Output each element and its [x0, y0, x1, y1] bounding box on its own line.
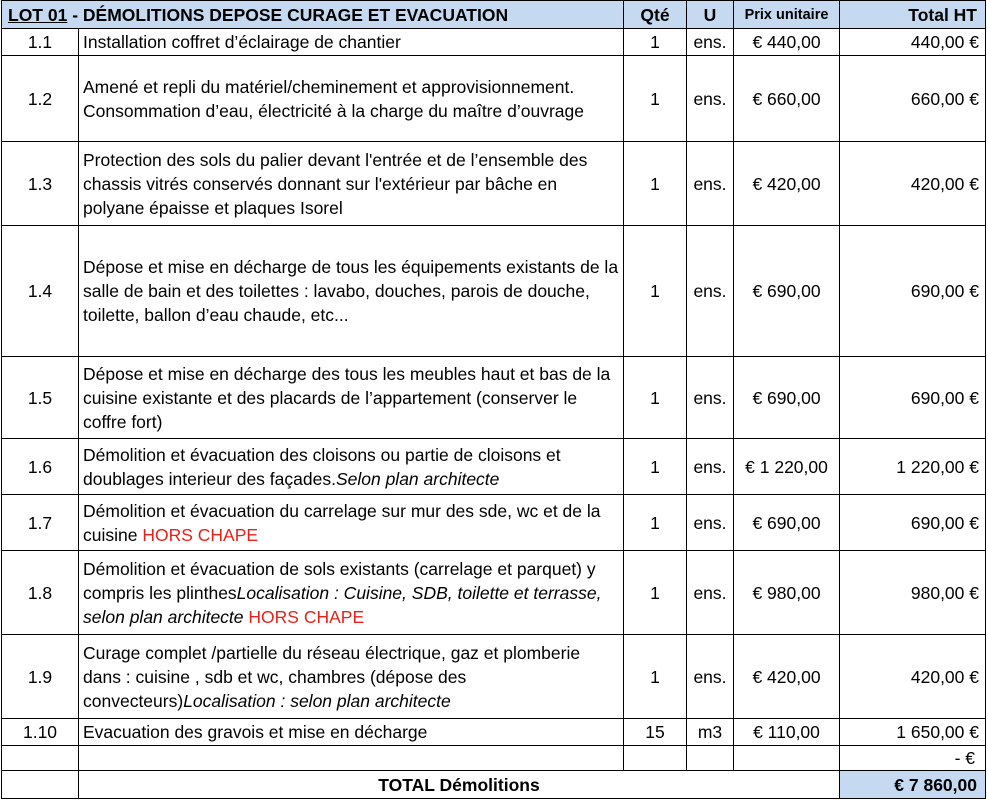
quote-table — [1, 0, 986, 799]
item-unit: ens. — [687, 551, 734, 635]
item-unit: ens. — [687, 29, 734, 56]
item-unit-price: € 110,00 — [734, 719, 840, 746]
item-description — [79, 495, 624, 551]
empty-cell — [624, 746, 687, 771]
item-qty: 1 — [624, 635, 687, 719]
empty-cell — [2, 771, 79, 799]
item-description-text: Amené et repli du matériel/cheminement et approvisionnement. Consommation d’eau, électricité à la charge du maître d’ouvrage — [83, 76, 584, 121]
item-qty: 1 — [624, 439, 687, 495]
item-total: 660,00 € — [840, 56, 986, 142]
item-total: 690,00 € — [840, 495, 986, 551]
item-description-text: Dépose et mise en décharge de tous les équipements existants de la salle de bain et des toilettes : lavabo, douches, parois de douche, toilette, ballon d’eau chaude, etc... — [83, 257, 619, 325]
empty-row — [2, 746, 986, 771]
item-number: 1.4 — [2, 226, 79, 357]
item-description — [79, 551, 624, 635]
item-unit: ens. — [687, 439, 734, 495]
item-unit-price: € 690,00 — [734, 357, 840, 439]
item-total: 440,00 € — [840, 29, 986, 56]
item-qty: 1 — [624, 551, 687, 635]
item-unit-price: € 690,00 — [734, 495, 840, 551]
item-description-text: Evacuation des gravois et mise en décharge — [83, 722, 428, 742]
table-row — [2, 226, 986, 357]
item-description — [79, 719, 624, 746]
table-row — [2, 635, 986, 719]
item-total: 1 650,00 € — [840, 719, 986, 746]
table-row — [2, 357, 986, 439]
item-description-text: Installation coffret d’éclairage de chantier — [83, 32, 401, 52]
item-unit: ens. — [687, 495, 734, 551]
item-qty: 1 — [624, 495, 687, 551]
hors-chape-note: HORS CHAPE — [142, 524, 259, 545]
item-number: 1.1 — [2, 29, 79, 56]
item-description-text: Curage complet /partielle du réseau électrique, gaz et plomberie dans : cuisine , sdb et wc, chambres (dépose des convecteurs) — [83, 642, 581, 711]
item-unit-price: € 980,00 — [734, 551, 840, 635]
item-description-italic: Selon plan architecte — [335, 468, 500, 489]
item-number: 1.7 — [2, 495, 79, 551]
table-row — [2, 29, 986, 56]
unit-header: U — [687, 1, 734, 29]
item-unit: ens. — [687, 226, 734, 357]
qty-header: Qté — [624, 1, 687, 29]
item-unit-price: € 440,00 — [734, 29, 840, 56]
item-unit-price: € 690,00 — [734, 226, 840, 357]
item-unit-price: € 420,00 — [734, 635, 840, 719]
table-row — [2, 142, 986, 226]
item-number: 1.5 — [2, 357, 79, 439]
table-row — [2, 719, 986, 746]
item-total: 420,00 € — [840, 635, 986, 719]
table-row — [2, 439, 986, 495]
item-unit: ens. — [687, 56, 734, 142]
item-unit-price: € 660,00 — [734, 56, 840, 142]
item-description — [79, 357, 624, 439]
lot-title-text: - DÉMOLITIONS DEPOSE CURAGE ET EVACUATION — [67, 4, 509, 25]
item-number: 1.2 — [2, 56, 79, 142]
item-total: 690,00 € — [840, 226, 986, 357]
item-total: 420,00 € — [840, 142, 986, 226]
item-number: 1.6 — [2, 439, 79, 495]
item-description — [79, 226, 624, 357]
item-description-text: Démolition et évacuation du carrelage sur mur des sde, wc et de la cuisine — [83, 500, 601, 545]
item-unit: ens. — [687, 142, 734, 226]
item-qty: 1 — [624, 357, 687, 439]
item-unit-price: € 420,00 — [734, 142, 840, 226]
item-description-italic: Localisation : Cuisine, SDB, toilette et terrasse, selon plan architecte — [83, 582, 602, 627]
table-row — [2, 56, 986, 142]
hors-chape-note: HORS CHAPE — [248, 606, 365, 627]
table-header-row — [2, 1, 986, 29]
empty-cell — [687, 746, 734, 771]
item-number: 1.10 — [2, 719, 79, 746]
table-row — [2, 551, 986, 635]
item-qty: 15 — [624, 719, 687, 746]
empty-cell — [2, 746, 79, 771]
item-qty: 1 — [624, 29, 687, 56]
item-description — [79, 56, 624, 142]
empty-cell — [79, 746, 624, 771]
item-unit: m3 — [687, 719, 734, 746]
item-total: 980,00 € — [840, 551, 986, 635]
item-description-text: Démolition et évacuation de sols existants (carrelage et parquet) y compris les plinthes — [83, 558, 596, 603]
item-description-text: Dépose et mise en décharge des tous les meubles haut et bas de la cuisine existante et des placards de l’appartement (conserver le coffre fort) — [83, 363, 611, 432]
empty-cell — [734, 746, 840, 771]
grand-total-value: € 7 860,00 — [840, 771, 986, 799]
item-unit-price: € 1 220,00 — [734, 439, 840, 495]
item-description — [79, 29, 624, 56]
item-unit: ens. — [687, 635, 734, 719]
table-row — [2, 495, 986, 551]
item-unit: ens. — [687, 357, 734, 439]
grand-total-label: TOTAL Démolitions — [79, 771, 840, 799]
item-number: 1.8 — [2, 551, 79, 635]
item-total: 690,00 € — [840, 357, 986, 439]
item-description — [79, 439, 624, 495]
item-qty: 1 — [624, 142, 687, 226]
item-description-text: Démolition et évacuation des cloisons ou partie de cloisons et doublages interieur des façades. — [83, 444, 561, 489]
empty-total: - € — [840, 746, 986, 771]
item-qty: 1 — [624, 56, 687, 142]
item-qty: 1 — [624, 226, 687, 357]
footer-row — [2, 771, 986, 799]
total-header: Total HT — [840, 1, 986, 29]
item-total: 1 220,00 € — [840, 439, 986, 495]
item-number: 1.9 — [2, 635, 79, 719]
item-description-italic: Localisation : selon plan architecte — [183, 690, 451, 711]
lot-title — [2, 1, 624, 29]
item-description — [79, 142, 624, 226]
unit-price-header: Prix unitaire — [734, 1, 840, 29]
item-description — [79, 635, 624, 719]
lot-number: LOT 01 — [8, 4, 68, 25]
item-description-text: Protection des sols du palier devant l'entrée et de l’ensemble des chassis vitrés conservés donnant sur l'extérieur par bâche en polyane épaisse et plaques Isorel — [83, 149, 588, 218]
item-number: 1.3 — [2, 142, 79, 226]
